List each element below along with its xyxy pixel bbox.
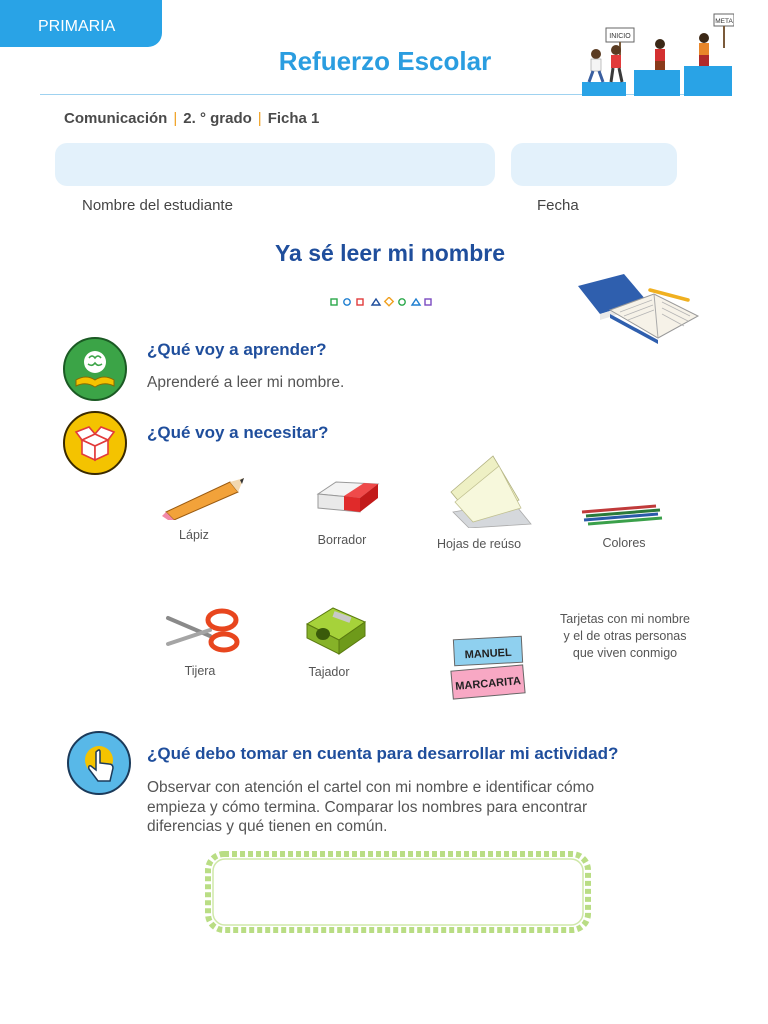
separator: | xyxy=(173,110,178,127)
paper-sheets-icon xyxy=(443,452,533,528)
separator: | xyxy=(257,110,262,127)
date-field[interactable] xyxy=(511,143,677,186)
brain-book-icon xyxy=(62,336,128,402)
child-figure xyxy=(589,49,603,82)
consider-text xyxy=(147,778,594,837)
cards-note-line: Tarjetas con mi nombre xyxy=(560,612,690,626)
name-cards-icon xyxy=(448,634,532,704)
consider-line: empieza y cómo termina. Comparar los nombres para encontrar xyxy=(147,798,588,816)
date-label: Fecha xyxy=(537,197,579,214)
consider-line: diferencias y qué tienen en común. xyxy=(147,818,388,835)
sharpener-icon xyxy=(303,604,369,656)
pencil-icon xyxy=(160,476,246,520)
meta-sign xyxy=(714,14,734,48)
student-name-field[interactable] xyxy=(55,143,495,186)
pencil-label: Lápiz xyxy=(179,528,209,542)
student-name-label: Nombre del estudiante xyxy=(82,197,233,214)
grade: 2. ° grado xyxy=(183,110,252,127)
consider-line: Observar con atención el cartel con mi nombre e identificar cómo xyxy=(147,779,595,796)
paper-sheets-label: Hojas de reúso xyxy=(436,537,522,551)
sharpener-label: Tajador xyxy=(308,665,350,679)
eraser-label: Borrador xyxy=(317,533,367,547)
name-cards-label xyxy=(540,611,710,662)
open-box-icon xyxy=(62,410,128,476)
colored-pencils-icon xyxy=(578,500,664,526)
child-figure xyxy=(699,33,709,66)
colored-pencils-label: Colores xyxy=(602,536,646,550)
card-name-manuel: MANUEL xyxy=(464,646,512,662)
child-figure xyxy=(611,45,622,82)
touch-hand-icon xyxy=(66,730,132,796)
child-figure xyxy=(655,39,665,70)
scissors-label: Tijera xyxy=(184,664,216,678)
svg-text:INICIO: INICIO xyxy=(609,33,631,40)
learn-heading: ¿Qué voy a aprender? xyxy=(147,340,327,359)
cards-note-line: y el de otras personas xyxy=(563,629,687,643)
subject-grade-sheet xyxy=(64,110,319,127)
eraser-icon xyxy=(314,476,380,516)
decorative-shapes xyxy=(330,297,440,309)
sheet-number: Ficha 1 xyxy=(267,110,320,127)
open-book-icon xyxy=(570,266,702,344)
consider-heading: ¿Qué debo tomar en cuenta para desarrollar mi actividad? xyxy=(147,744,619,763)
decorative-frame xyxy=(204,850,592,934)
learn-text: Aprenderé a leer mi nombre. xyxy=(147,374,345,391)
need-heading: ¿Qué voy a necesitar? xyxy=(147,423,329,442)
tab-label: PRIMARIA xyxy=(38,18,116,35)
kids-start-goal-illustration xyxy=(578,10,734,96)
subject: Comunicación xyxy=(64,110,168,127)
primaria-tab xyxy=(0,0,162,47)
cards-note-line: que viven conmigo xyxy=(572,646,678,660)
page-title: Refuerzo Escolar xyxy=(278,46,492,76)
activity-title: Ya sé leer mi nombre xyxy=(274,240,506,266)
card-name-marcarita: MARCARITA xyxy=(454,675,522,693)
scissors-icon xyxy=(164,606,240,654)
svg-text:META: META xyxy=(715,18,733,25)
